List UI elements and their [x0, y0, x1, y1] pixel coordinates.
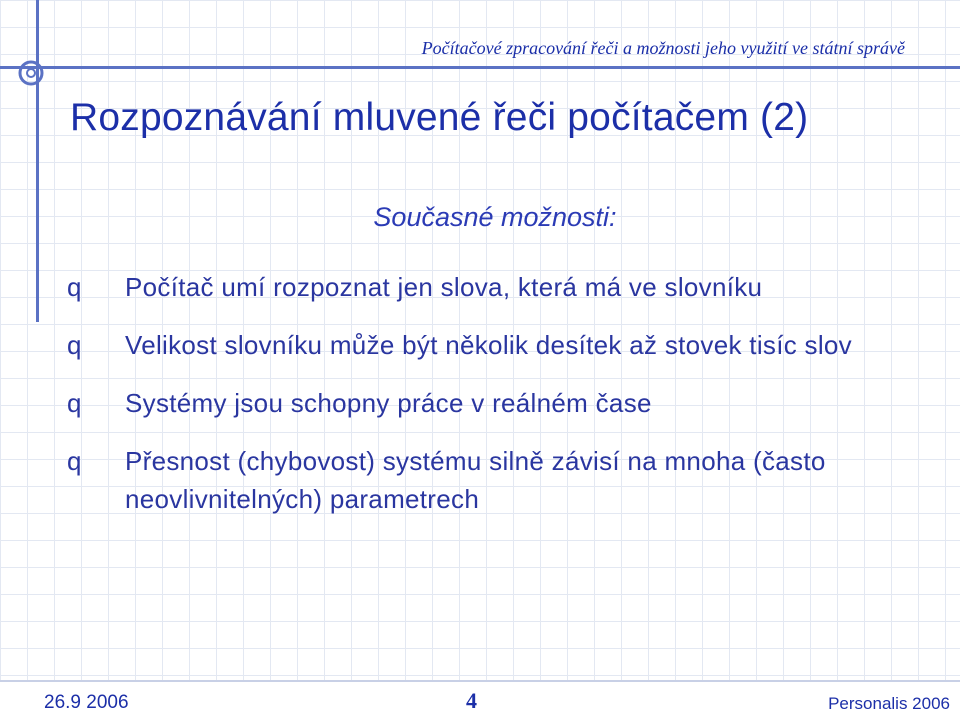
bullet-marker: q [67, 272, 82, 302]
list-item [0, 268, 885, 306]
list-item [0, 384, 885, 422]
presentation-subtitle: Počítačové zpracování řeči a možnosti jeho využití ve státní správě [421, 38, 905, 58]
list-item [0, 442, 885, 518]
section-heading: Současné možnosti: [373, 202, 617, 232]
bullet-text: Přesnost (chybovost) systému silně závisí na mnoha (často neovlivnitelných) parametrech [125, 446, 826, 514]
bullet-marker: q [67, 446, 82, 476]
bullet-text: Systémy jsou schopny práce v reálném čase [125, 388, 652, 418]
slide-title: Rozpoznávání mluvené řeči počítačem (2) [70, 96, 809, 139]
bullet-list [0, 268, 960, 518]
crosshair-circle-icon [14, 56, 48, 90]
footer-author: Personalis 2006 [828, 694, 950, 713]
page-number: 4 [466, 688, 477, 713]
bullet-marker: q [67, 388, 82, 418]
header-rule [0, 66, 960, 69]
bullet-text: Počítač umí rozpoznat jen slova, která má ve slovníku [125, 272, 763, 302]
bullet-text: Velikost slovníku může být několik desítek až stovek tisíc slov [125, 330, 852, 360]
bullet-marker: q [67, 330, 82, 360]
footer-date: 26.9 2006 [44, 692, 129, 713]
list-item [0, 326, 885, 364]
